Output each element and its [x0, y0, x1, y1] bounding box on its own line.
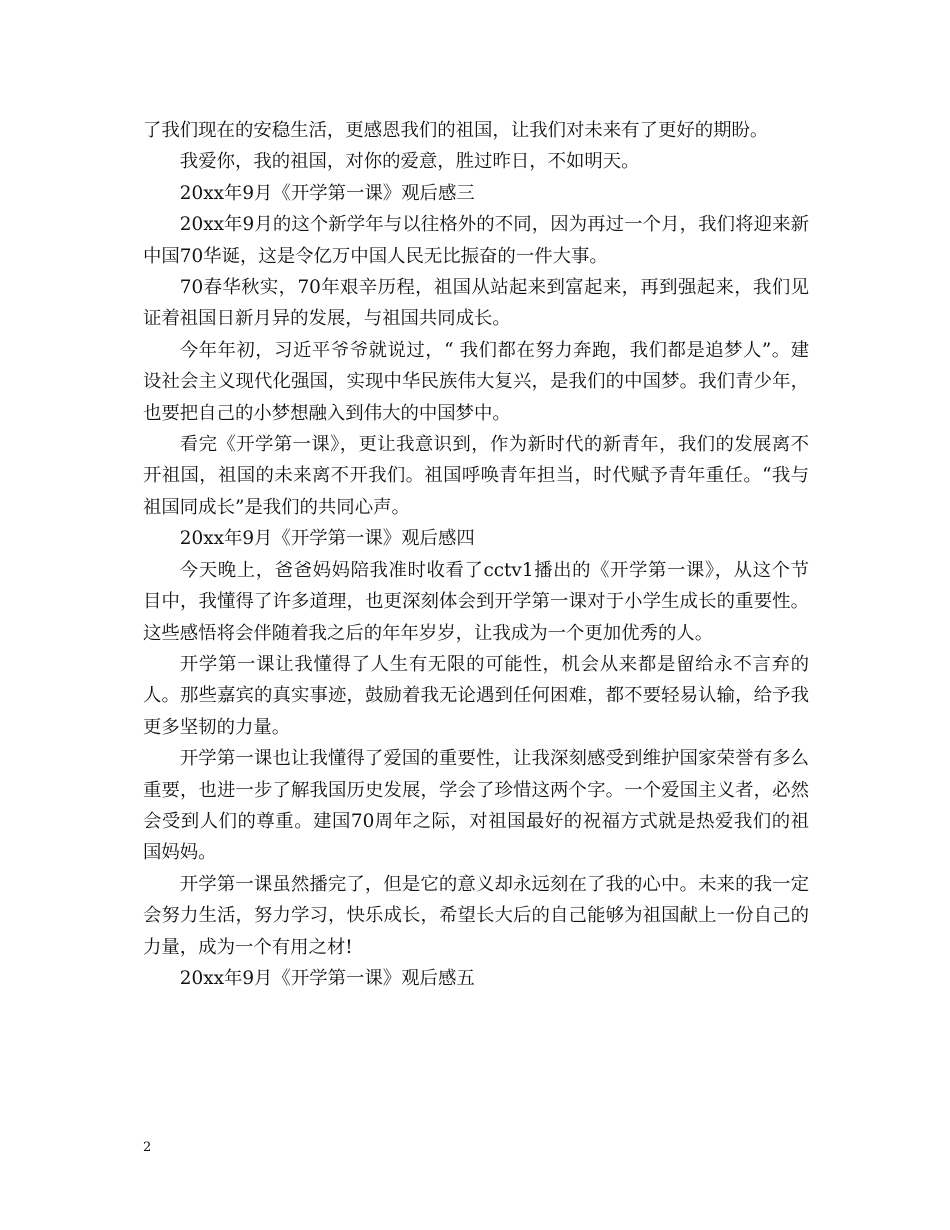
paragraph: 今年年初，习近平爷爷就说过，“ 我们都在努力奔跑，我们都是追梦人”。建设社会主义现代化强国，实现中华民族伟大复兴，是我们的中国梦。我们青少年，也要把自己的小梦想融入到伟大的中国梦中。 [143, 339, 809, 424]
paragraph: 开学第一课也让我懂得了爱国的重要性，让我深刻感受到维护国家荣誉有多么重要，也进一步了解我国历史发展，学会了珍惜这两个字。一个爱国主义者，必然会受到人们的尊重。建国70周年之际，对祖国最好的祝福方式就是热爱我们的祖国妈妈。 [143, 748, 809, 864]
paragraph: 我爱你，我的祖国，对你的爱意，胜过昨日，不如明天。 [179, 151, 640, 173]
section-heading: 20xx年9月《开学第一课》观后感五 [179, 967, 475, 989]
section-heading: 20xx年9月《开学第一课》观后感四 [179, 528, 475, 550]
paragraph: 了我们现在的安稳生活，更感恩我们的祖国，让我们对未来有了更好的期盼。 [143, 120, 769, 141]
section-heading: 20xx年9月《开学第一课》观后感三 [179, 182, 475, 204]
page-number: 2 [143, 1140, 152, 1155]
paragraph: 看完《开学第一课》，更让我意识到，作为新时代的新青年，我们的发展离不开祖国，祖国的未来离不开我们。祖国呼唤青年担当，时代赋予青年重任。“我与祖国同成长”是我们的共同心声。 [143, 434, 809, 518]
paragraph: 今天晚上，爸爸妈妈陪我准时收看了cctv1播出的《开学第一课》，从这个节目中，我懂得了许多道理，也更深刻体会到开学第一课对于小学生成长的重要性。这些感悟将会伴随着我之后的年年岁岁，让我成为一个更加优秀的人。 [143, 559, 809, 644]
document-body [143, 115, 809, 994]
paragraph: 开学第一课虽然播完了，但是它的意义却永远刻在了我的心中。未来的我一定会努力生活，努力学习，快乐成长，希望长大后的自己能够为祖国献上一份自己的力量，成为一个有用之材! [143, 873, 809, 958]
paragraph: 开学第一课让我懂得了人生有无限的可能性，机会从来都是留给永不言弃的人。那些嘉宾的真实事迹，鼓励着我无论遇到任何困难，都不要轻易认输，给予我更多坚韧的力量。 [143, 653, 809, 738]
paragraph: 70春华秋实，70年艰辛历程，祖国从站起来到富起来，再到强起来，我们见证着祖国日新月异的发展，与祖国共同成长。 [143, 277, 809, 330]
paragraph: 20xx年9月的这个新学年与以往格外的不同，因为再过一个月，我们将迎来新中国70华诞，这是令亿万中国人民无比振奋的一件大事。 [143, 214, 809, 267]
